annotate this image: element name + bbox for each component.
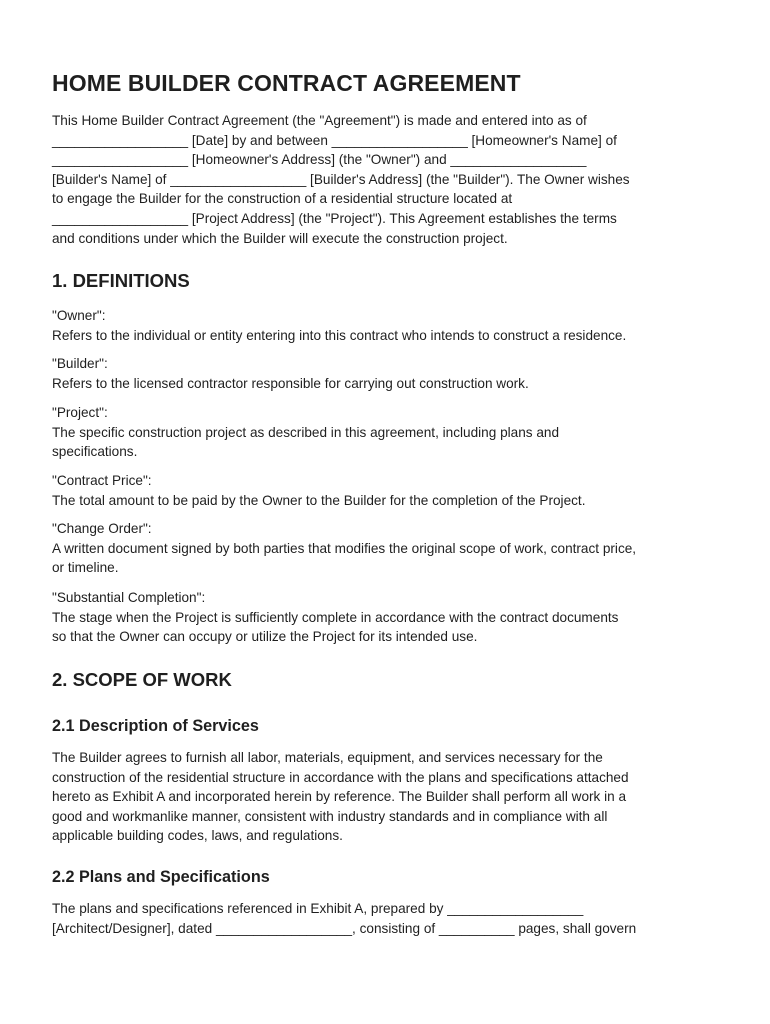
paragraph-line: The Builder agrees to furnish all labor, materials, equipment, and services necessary for the — [52, 750, 603, 765]
description-of-services-paragraph — [52, 748, 629, 846]
definition-owner — [52, 306, 626, 345]
plans-and-specifications-paragraph — [52, 899, 636, 938]
paragraph-line: The plans and specifications referenced in Exhibit A, prepared by __________________ — [52, 901, 584, 916]
definition-text: The stage when the Project is sufficiently complete in accordance with the contract documents — [52, 609, 619, 625]
intro-line: [Builder's Name] of __________________ [Builder's Address] (the "Builder"). The Owner wishes — [52, 171, 630, 187]
paragraph-line: construction of the residential structure in accordance with the plans and specifications attached — [52, 769, 629, 785]
section-heading-definitions: 1. DEFINITIONS — [52, 270, 190, 291]
intro-line: __________________ [Date] by and between __________________ [Homeowner's Name] of — [52, 132, 617, 148]
subsection-heading-description-of-services: 2.1 Description of Services — [52, 717, 259, 735]
definition-project — [52, 403, 559, 462]
definition-term: "Project": — [52, 405, 108, 420]
definition-term: "Contract Price": — [52, 473, 152, 488]
definition-substantial-completion — [52, 588, 618, 647]
intro-line: __________________ [Homeowner's Address] (the "Owner") and __________________ — [52, 152, 587, 168]
definition-term: "Change Order": — [52, 521, 152, 536]
definition-contract-price — [52, 471, 585, 510]
paragraph-line: [Architect/Designer], dated __________________, consisting of __________ pages, shall govern — [52, 920, 637, 936]
definition-text: The total amount to be paid by the Owner to the Builder for the completion of the Project. — [52, 492, 586, 508]
subsection-heading-plans-and-specifications: 2.2 Plans and Specifications — [52, 868, 270, 886]
intro-line: to engage the Builder for the construction of a residential structure located at — [52, 191, 513, 207]
definition-term: "Builder": — [52, 356, 108, 371]
definition-text: Refers to the licensed contractor responsible for carrying out construction work. — [52, 375, 529, 391]
definition-term: "Substantial Completion": — [52, 590, 206, 605]
definition-text: so that the Owner can occupy or utilize the Project for its intended use. — [52, 629, 478, 645]
document-title: HOME BUILDER CONTRACT AGREEMENT — [52, 70, 521, 96]
definition-builder — [52, 354, 529, 393]
paragraph-line: good and workmanlike manner, consistent with industry standards and in compliance with all — [52, 808, 608, 824]
definition-text: A written document signed by both parties that modifies the original scope of work, contract price, — [52, 540, 637, 556]
paragraph-line: applicable building codes, laws, and regulations. — [52, 828, 343, 844]
intro-paragraph — [52, 111, 630, 248]
definition-change-order — [52, 519, 636, 578]
intro-line: and conditions under which the Builder will execute the construction project. — [52, 230, 508, 246]
section-heading-scope-of-work: 2. SCOPE OF WORK — [52, 669, 232, 690]
paragraph-line: hereto as Exhibit A and incorporated herein by reference. The Builder shall perform all work in a — [52, 789, 627, 805]
intro-line: This Home Builder Contract Agreement (the "Agreement") is made and entered into as of — [52, 113, 587, 128]
definition-term: "Owner": — [52, 308, 106, 323]
definition-text: or timeline. — [52, 560, 119, 576]
definition-text: specifications. — [52, 444, 138, 460]
definition-text: Refers to the individual or entity entering into this contract who intends to construct a residence. — [52, 327, 627, 343]
definition-text: The specific construction project as described in this agreement, including plans and — [52, 424, 560, 440]
intro-line: __________________ [Project Address] (the "Project"). This Agreement establishes the terms — [52, 210, 617, 226]
